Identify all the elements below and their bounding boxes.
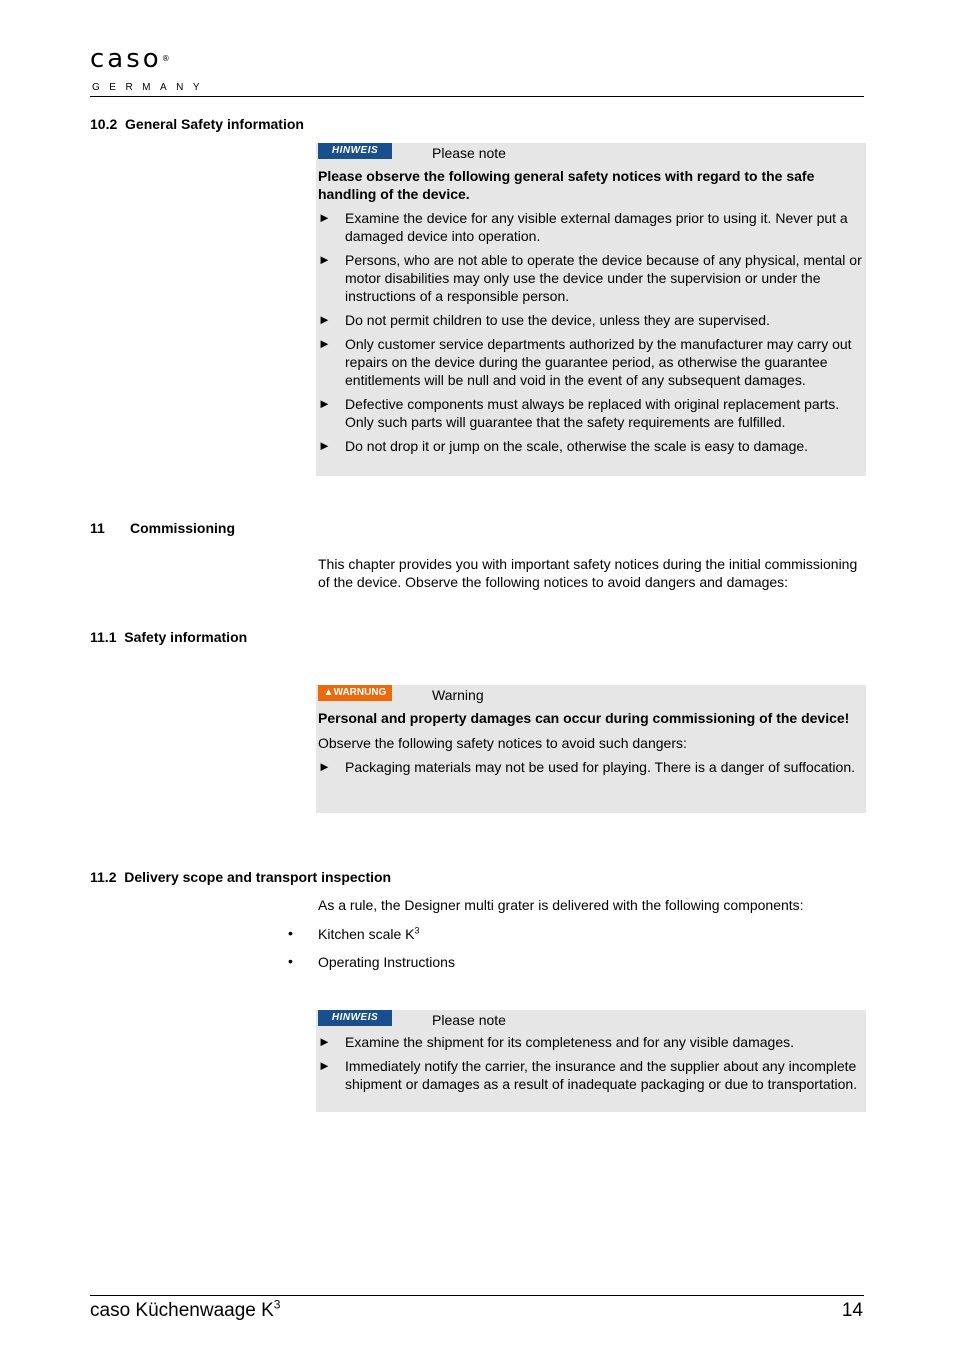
warning-box-commissioning (316, 685, 866, 813)
page-number: 14 (841, 1300, 863, 1321)
arrow-bullet-icon: ► (318, 210, 331, 225)
warnung-badge: ▲WARNUNG (318, 685, 392, 701)
note-label: Please note (432, 1012, 506, 1028)
list-item: ► Immediately notify the carrier, the insurance and the supplier about any incomplete shipment or damages as a result of inadequate packaging or due to transportation. (318, 1058, 858, 1092)
section-heading-10-2: 10.2 General Safety information (90, 116, 304, 132)
list-item: ► Packaging materials may not be used for playing. There is a danger of suffocation. (318, 759, 856, 775)
note-box-shipment (316, 1010, 866, 1112)
arrow-bullet-icon: ► (318, 1058, 331, 1073)
arrow-bullet-icon: ► (318, 252, 331, 267)
bullet-dot-icon: • (288, 953, 293, 969)
note-label: Please note (432, 145, 506, 161)
warning-heading: Personal and property damages can occur during commissioning of the device! (318, 710, 850, 726)
arrow-bullet-icon: ► (318, 336, 331, 351)
arrow-bullet-icon: ► (318, 1034, 331, 1049)
warning-text: Observe the following safety notices to avoid such dangers: (318, 735, 687, 751)
list-item: ► Examine the shipment for its completeness and for any visible damages. (318, 1034, 795, 1050)
list-item: ► Do not permit children to use the device, unless they are supervised. (318, 312, 770, 328)
list-item: ► Do not drop it or jump on the scale, otherwise the scale is easy to damage. (318, 438, 809, 454)
hinweis-badge: HINWEIS (318, 143, 392, 159)
warning-triangle-icon: ▲ (323, 687, 334, 698)
note-box-general-safety (316, 143, 866, 476)
list-item: ► Persons, who are not able to operate the device because of any physical, mental or motor disabilities may only use the device under the supervision or under the instructions of a responsible person. (318, 252, 862, 304)
arrow-bullet-icon: ► (318, 759, 331, 774)
note-heading: Please observe the following general safety notices with regard to the safe handling of the device. (318, 168, 815, 202)
logo-registered-mark: ® (161, 54, 170, 63)
footer-divider (90, 1295, 864, 1296)
brand-logo (90, 44, 170, 74)
header-divider (90, 96, 864, 97)
arrow-bullet-icon: ► (318, 312, 331, 327)
section-heading-11-1: 11.1 Safety information (90, 629, 248, 645)
delivery-item-instructions: Operating Instructions (318, 954, 455, 970)
footer-title: caso Küchenwaage $K^3$ (90, 1297, 281, 1321)
arrow-bullet-icon: ► (318, 396, 331, 411)
delivery-intro: As a rule, the Designer multi grater is delivered with the following components: (318, 897, 804, 913)
bullet-dot-icon: • (288, 925, 293, 941)
commissioning-intro: This chapter provides you with important safety notices during the initial commissioning of the device. Observe the following notices to avoid dangers and damages: (318, 556, 858, 590)
list-item: ► Examine the device for any visible external damages prior to using it. Never put a damaged device into operation. (318, 210, 848, 244)
logo-subtitle: GERMANY (92, 82, 210, 93)
arrow-bullet-icon: ► (318, 438, 331, 453)
warning-label: Warning (432, 687, 484, 703)
section-heading-11-2: 11.2 Delivery scope and transport inspection (90, 869, 392, 885)
hinweis-badge: HINWEIS (318, 1010, 392, 1026)
list-item: ► Defective components must always be replaced with original replacement parts. Only such parts will guarantee that the safety requirements are fulfilled. (318, 396, 840, 430)
logo-word: caso (90, 44, 162, 74)
section-heading-11: 11 Commissioning (90, 520, 236, 536)
delivery-item-scale: Kitchen scale $K^3$ (318, 925, 420, 942)
list-item: ► Only customer service departments authorized by the manufacturer may carry out repairs on the device during the guarantee period, as otherwise the guarantee entitlements will be null and void in the event of any subsequent damages. (318, 336, 852, 388)
